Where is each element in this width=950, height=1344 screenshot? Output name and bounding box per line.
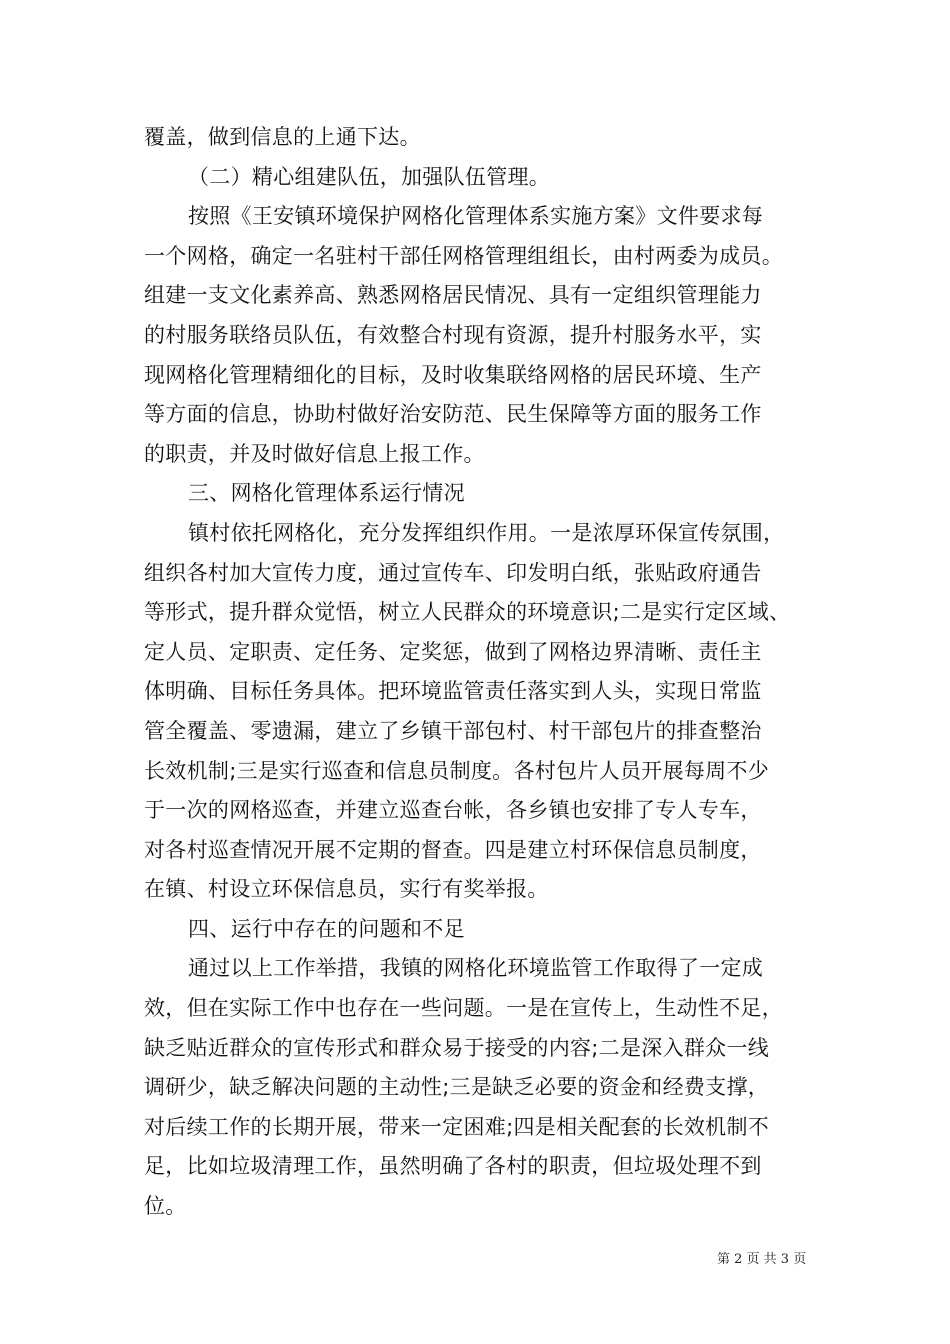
paragraph-line: 长效机制;三是实行巡查和信息员制度。各村包片人员开展每周不少 [144,758,770,783]
paragraph-line: 缺乏贴近群众的宣传形式和群众易于接受的内容;二是深入群众一线 [144,1035,770,1060]
paragraph-line: 体明确、目标任务具体。把环境监管责任落实到人头，实现日常监 [144,679,762,704]
paragraph-line: 足，比如垃圾清理工作，虽然明确了各村的职责，但垃圾处理不到 [144,1154,762,1179]
section-heading: 三、网格化管理体系运行情况 [188,481,465,506]
paragraph-line: 对各村巡查情况开展不定期的督查。四是建立村环保信息员制度， [144,837,762,862]
section-heading: （二）精心组建队伍，加强队伍管理。 [188,164,551,189]
paragraph-line: 于一次的网格巡查，并建立巡查台帐，各乡镇也安排了专人专车， [144,798,762,823]
paragraph-line: 管全覆盖、零遗漏，建立了乡镇干部包村、村干部包片的排查整治 [144,718,762,743]
paragraph-line: 镇村依托网格化，充分发挥组织作用。一是浓厚环保宣传氛围， [188,520,785,545]
paragraph-line: 位。 [144,1194,187,1219]
page-number: 第 2 页 共 3 页 [717,1252,807,1267]
paragraph-line: 组建一支文化素养高、熟悉网格居民情况、具有一定组织管理能力 [144,283,762,308]
paragraph-line: 在镇、村设立环保信息员，实行有奖举报。 [144,877,549,902]
paragraph-line: 效，但在实际工作中也存在一些问题。一是在宣传上，生动性不足， [144,996,783,1021]
paragraph-line: 一个网格，确定一名驻村干部任网格管理组组长，由村两委为成员。 [144,243,783,268]
paragraph-line: 等方面的信息，协助村做好治安防范、民生保障等方面的服务工作 [144,402,762,427]
paragraph-line: 定人员、定职责、定任务、定奖惩，做到了网格边界清晰、责任主 [144,639,762,664]
paragraph-line: 对后续工作的长期开展，带来一定困难;四是相关配套的长效机制不 [144,1114,770,1139]
paragraph-line: 调研少，缺乏解决问题的主动性;三是缺乏必要的资金和经费支撑， [144,1075,770,1100]
section-heading: 四、运行中存在的问题和不足 [188,916,465,941]
paragraph-line: 现网格化管理精细化的目标，及时收集联络网格的居民环境、生产 [144,362,762,387]
paragraph-line: 的村服务联络员队伍，有效整合村现有资源，提升村服务水平，实 [144,322,762,347]
paragraph-line: 等形式，提升群众觉悟，树立人民群众的环境意识;二是实行定区域、 [144,600,791,625]
paragraph-line: 通过以上工作举措，我镇的网格化环境监管工作取得了一定成 [188,956,764,981]
paragraph-line: 覆盖，做到信息的上通下达。 [144,125,421,149]
paragraph-line: 的职责，并及时做好信息上报工作。 [144,441,485,466]
paragraph-line: 按照《王安镇环境保护网格化管理体系实施方案》文件要求每 [188,204,764,229]
document-body [144,118,814,1227]
paragraph-line: 组织各村加大宣传力度，通过宣传车、印发明白纸，张贴政府通告 [144,560,762,585]
